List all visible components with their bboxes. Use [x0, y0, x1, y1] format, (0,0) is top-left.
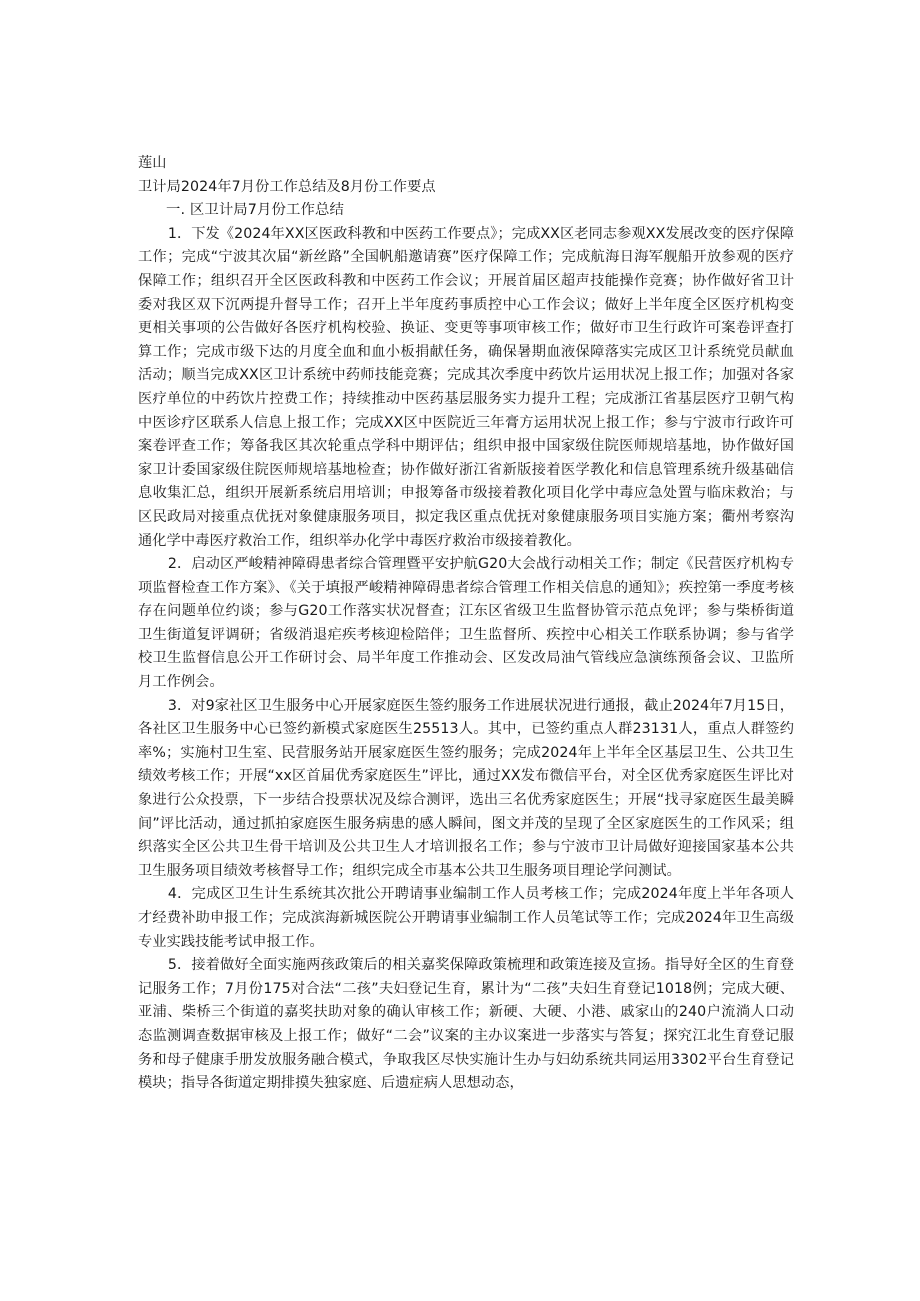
section-heading: 一. 区卫计局7月份工作总结	[166, 202, 345, 219]
document-body	[138, 152, 794, 1096]
paragraph-3: 3．对9家社区卫生服务中心开展家庭医生签约服务工作进展状况进行通报，截止2024年7月15日，各社区卫生服务中心已签约新模式家庭医生25513人。其中，已签约重点人群23131人，重点人群签约率%；实施村卫生室、民营服务站开展家庭医生签约服务；完成2024年上半年全区基层卫生、公共卫生绩效考核工作；开展“xx区首届优秀家庭医生”评比，通过XX发布微信平台，对全区优秀家庭医生评比对象进行公众投票，下一步结合投票状况及综合测评，选出三名优秀家庭医生；开展“找寻家庭医生最美瞬间”评比活动，通过抓拍家庭医生服务病患的感人瞬间，图文并茂的呈现了全区家庭医生的工作风采；组织落实全区公共卫生骨干培训及公共卫生人才培训报名工作；参与宁波市卫计局做好迎接国家基本公共卫生服务项目绩效考核督导工作；组织完成全市基本公共卫生服务项目理论学问测试。	[138, 697, 794, 879]
document-title: 卫计局2024年7月份工作总结及8月份工作要点	[138, 178, 436, 195]
paragraph-4: 4．完成区卫生计生系统其次批公开聘请事业编制工作人员考核工作；完成2024年度上半年各项人才经费补助申报工作；完成滨海新城医院公开聘请事业编制工作人员笔试等工作；完成2024年卫生高级专业实践技能考试申报工作。	[138, 886, 794, 950]
paragraph-5: 5．接着做好全面实施两孩政策后的相关嘉奖保障政策梳理和政策连接及宣扬。指导好全区的生育登记服务工作；7月份175对合法“二孩”夫妇登记生育，累计为“二孩”夫妇生育登记1018例；完成大硬、亚浦、柴桥三个街道的嘉奖扶助对象的确认审核工作；新硬、大硬、小港、戚家山的240户流淌人口动态监测调查数据审核及上报工作；做好“二会”议案的主办议案进一步落实与答复；探究江北生育登记服务和母子健康手册发放服务融合模式，争取我区尽快实施计生办与妇幼系统共同运用3302平台生育登记模块；指导各街道定期排摸失独家庭、后遗症病人思想动态，	[138, 957, 794, 1092]
paragraph-1: 1．下发《2024年XX区医政科教和中医药工作要点》；完成XX区老同志参观XX发展改变的医疗保障工作；完成“宁波其次届“新丝路”全国帆船邀请赛”医疗保障工作；完成航海日海军舰船开放参观的医疗保障工作；组织召开全区医政科教和中医药工作会议；开展首届区超声技能操作竞赛；协作做好省卫计委对我区双下沉两提升督导工作；召开上半年度药事质控中心工作会议；做好上半年度全区医疗机构变更相关事项的公告做好各医疗机构校验、换证、变更等事项审核工作；做好市卫生行政许可案卷评查打算工作；完成市级下达的月度全血和血小板捐献任务，确保暑期血液保障落实完成区卫计系统党员献血活动；顺当完成XX区卫计系统中药师技能竞赛；完成其次季度中药饮片运用状况上报工作；加强对各家医疗单位的中药饮片控费工作；持续推动中医药基层服务实力提升工程；完成浙江省基层医疗卫朝气构中医诊疗区联系人信息上报工作；完成XX区中医院近三年膏方运用状况上报工作；参与宁波市行政许可案卷评查工作；筹备我区其次轮重点学科中期评估；组织申报中国家级住院医师规培基地，协作做好国家卫计委国家级住院医师规培基地检查；协作做好浙江省新版接着医学教化和信息管理系统升级基础信息收集汇总，组织开展新系统启用培训；申报筹备市级接着教化项目化学中毒应急处置与临床救治；与区民政局对接重点优抚对象健康服务项目，拟定我区重点优抚对象健康服务项目实施方案；衢州考察沟通化学中毒医疗救治工作，组织举办化学中毒医疗救治市级接着教化。	[138, 225, 794, 549]
document-place: 莲山	[138, 155, 167, 171]
paragraph-2: 2．启动区严峻精神障碍患者综合管理暨平安护航G20大会战行动相关工作；制定《民营医疗机构专项监督检查工作方案》、《关于填报严峻精神障碍患者综合管理工作相关信息的通知》；疾控第一季度考核存在问题单位约谈；参与G20工作落实状况督查；江东区省级卫生监督协管示范点免评；参与柴桥街道卫生街道复评调研；省级消退疟疾考核迎检陪伴；卫生监督所、疾控中心相关工作联系协调；参与省学校卫生监督信息公开工作研讨会、局半年度工作推动会、区发改局油气管线应急演练预备会议、卫监所月工作例会。	[138, 556, 794, 691]
